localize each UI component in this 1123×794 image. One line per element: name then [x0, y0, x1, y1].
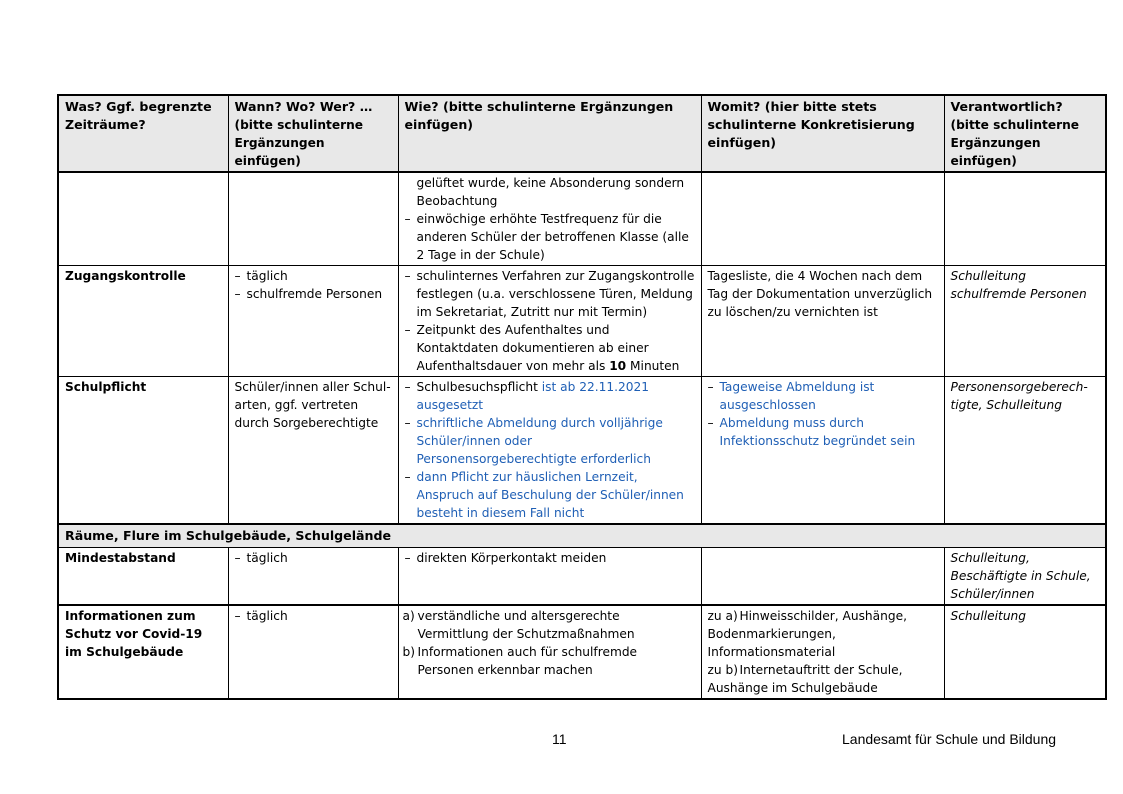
header-wann: Wann? Wo? Wer? … (bitte schulinterne Ergänzungen einfügen): [228, 95, 398, 172]
header-womit: Womit? (hier bitte stets schulinterne Konkretisierung einfügen): [701, 95, 944, 172]
wie-item: – schriftliche Abmeldung durch volljährige Schüler/innen oder Personensorgeberechtigte erforderlich: [405, 414, 695, 468]
cell-wie: [398, 605, 701, 699]
table-row-continuation: [58, 172, 1106, 266]
header-was: Was? Ggf. begrenzte Zeiträume?: [58, 95, 228, 172]
wie-item: – einwöchige erhöhte Testfrequenz für die anderen Schüler der betroffenen Klasse (alle 2 Tage in der Schule): [405, 210, 695, 264]
womit-item: – Abmeldung muss durch Infektionsschutz begründet sein: [708, 414, 938, 450]
cell-verantwortlich: Schulleitung, Beschäftigte in Schule, Schüler/innen: [944, 548, 1106, 606]
header-wie: Wie? (bitte schulinterne Ergänzungen einfügen): [398, 95, 701, 172]
cell-womit: [701, 605, 944, 699]
cell-was: Schulpflicht: [58, 377, 228, 525]
wann-item: – täglich: [235, 607, 392, 625]
wann-item: – täglich: [235, 549, 392, 567]
cell-verantwortlich: [944, 172, 1106, 266]
table-row-schulpflicht: [58, 377, 1106, 525]
table-row-mindestabstand: [58, 548, 1106, 606]
wie-item: – direkten Körperkontakt meiden: [405, 549, 695, 567]
cell-wann: [228, 548, 398, 606]
cell-wann: [228, 172, 398, 266]
cell-wann: [228, 605, 398, 699]
footer-organization: Landesamt für Schule und Bildung: [842, 731, 1057, 747]
womit-item: zu b) Internetauftritt der Schule, Aushänge im Schulgebäude: [707, 663, 903, 695]
wie-item: – schulinternes Verfahren zur Zugangskontrolle festlegen (u.a. verschlossene Türen, Meldung im Sekretariat, Zutritt nur mit Termin): [405, 267, 695, 321]
wie-item: – Schulbesuchspflicht ist ab 22.11.2021 ausgesetzt: [405, 378, 695, 414]
cell-was: [58, 172, 228, 266]
cell-wie: [398, 266, 701, 377]
wie-item: a) verständliche und altersgerechte Vermittlung der Schutzmaßnahmen: [402, 609, 635, 641]
wann-item: – schulfremde Personen: [235, 285, 392, 303]
wie-item: – Zeitpunkt des Aufenthaltes und Kontaktdaten dokumentieren ab einer Aufenthaltsdauer von mehr als 10 Minuten: [405, 321, 695, 375]
section-title: Räume, Flure im Schulgebäude, Schulgelände: [58, 524, 1106, 548]
cell-was: Mindestabstand: [58, 548, 228, 606]
cell-womit: [701, 548, 944, 606]
page-number: 11: [552, 731, 567, 747]
wie-item: – dann Pflicht zur häuslichen Lernzeit, Anspruch auf Beschulung der Schüler/innen besteht in diesem Fall nicht: [405, 468, 695, 522]
cell-verantwortlich: Schulleitung schulfremde Personen: [944, 266, 1106, 377]
measures-table: [57, 94, 1107, 700]
cell-wann: [228, 266, 398, 377]
cell-verantwortlich: Schulleitung: [944, 605, 1106, 699]
cell-was: Zugangskontrolle: [58, 266, 228, 377]
womit-item: – Tageweise Abmeldung ist ausgeschlossen: [708, 378, 938, 414]
cell-womit: Tagesliste, die 4 Wochen nach dem Tag der Dokumentation unverzüglich zu löschen/zu vernichten ist: [701, 266, 944, 377]
cell-wie: [398, 548, 701, 606]
cell-verantwortlich: Personensorgeberech-tigte, Schulleitung: [944, 377, 1106, 525]
header-wann-sub: (bitte schulinterne Ergänzungen einfügen): [234, 118, 364, 168]
wann-item: – täglich: [235, 267, 392, 285]
table-header-row: [58, 95, 1106, 172]
womit-item: zu a) Hinweisschilder, Aushänge, Bodenmarkierungen, Informationsmaterial: [707, 609, 907, 659]
cell-womit: [701, 172, 944, 266]
cell-womit: [701, 377, 944, 525]
cell-was: Informationen zum Schutz vor Covid-19 im Schulgebäude: [58, 605, 228, 699]
cell-wie: [398, 377, 701, 525]
table-section-row: [58, 524, 1106, 548]
header-verantwortlich-sub: (bitte schulinterne Ergänzungen einfügen): [950, 118, 1080, 168]
wie-continued-text: gelüftet wurde, keine Absonderung sondern Beobachtung: [416, 176, 685, 208]
table-row-zugangskontrolle: [58, 266, 1106, 377]
header-verantwortlich: Verantwortlich? (bitte schulinterne Ergänzungen einfügen): [944, 95, 1106, 172]
table-row-informationen: [58, 605, 1106, 699]
cell-wann: Schüler/innen aller Schul-arten, ggf. vertreten durch Sorgeberechtigte: [228, 377, 398, 525]
wie-item: b) Informationen auch für schulfremde Personen erkennbar machen: [402, 645, 638, 677]
cell-wie: [398, 172, 701, 266]
